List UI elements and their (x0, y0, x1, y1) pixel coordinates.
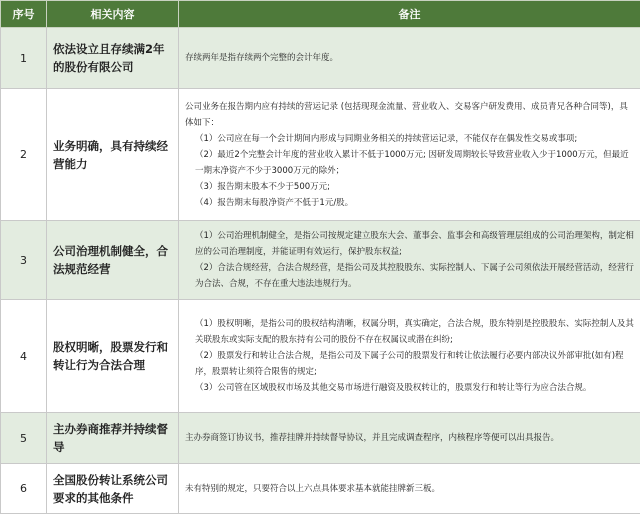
header-index: 序号 (1, 1, 47, 28)
note-line: （2）合法合规经营，合法合规经营，是指公司及其控股股东、实际控制人、下属子公司须依法开展经营活动，经营行为合法、合规，不存在重大违法违规行为。 (185, 260, 634, 292)
table-row (1, 464, 640, 514)
header-notes: 备注 (179, 1, 640, 28)
note-line: （4）报告期末每股净资产不低于1元/股。 (185, 195, 634, 211)
row-notes (179, 413, 640, 464)
table-row (1, 221, 640, 300)
row-notes (179, 221, 640, 300)
note-line: （1）公司治理机制健全，是指公司按规定建立股东大会、董事会、监事会和高级管理层组成的公司治理架构，制定相应的公司治理制度，并能证明有效运行，保护股东权益; (185, 228, 634, 260)
note-line: 公司业务在报告期内应有持续的营运记录 (包括现现金流量、营业收入、交易客户研发费用、成员青兄各种合同等)，具体如下： (185, 99, 634, 131)
row-content: 主办券商推荐并持续督导 (47, 413, 179, 464)
row-content: 依法设立且存续满2年的股份有限公司 (47, 28, 179, 89)
row-notes (179, 300, 640, 413)
note-line: （3）报告期末股本不少于500万元; (185, 179, 634, 195)
note-line: （3）公司管在区域股权市场及其他交易市场进行融资及股权转让的，股票发行和转让等行为应合法合规。 (185, 380, 634, 396)
table-row (1, 89, 640, 221)
note-line: 主办券商签订协议书，推荐挂牌并持续督导协议，并且完成调查程序，内核程序等便可以出具报告。 (185, 430, 634, 446)
note-line: （2）股票发行和转让合法合规，是指公司及下属子公司的股票发行和转让依法履行必要内部决议外部审批(如有)程序，股票转让须符合限售的规定; (185, 348, 634, 380)
row-index: 3 (1, 221, 47, 300)
header-content: 相关内容 (47, 1, 179, 28)
table-row (1, 413, 640, 464)
note-line: （2）最近2个完整会计年度的营业收入累计不低于1000万元; 因研发周期较长导致营业收入少于1000万元，但最近一期末净资产不少于3000万元的除外； (185, 147, 634, 179)
table-row (1, 28, 640, 89)
row-index: 5 (1, 413, 47, 464)
row-index: 2 (1, 89, 47, 221)
note-line: （1）股权明晰，是指公司的股权结构清晰，权属分明，真实确定，合法合规，股东特别是控股股东、实际控制人及其关联股东或实际支配的股东持有公司的股份不存在权属议或潜在纠纷; (185, 316, 634, 348)
row-content: 公司治理机制健全，合法规范经营 (47, 221, 179, 300)
row-notes (179, 464, 640, 514)
row-index: 6 (1, 464, 47, 514)
row-index: 4 (1, 300, 47, 413)
note-line: 未有特别的规定，只要符合以上六点具体要求基本就能挂牌新三板。 (185, 481, 634, 497)
note-line: 存续两年是指存续两个完整的会计年度。 (185, 50, 634, 66)
table-row (1, 300, 640, 413)
row-content: 业务明确，具有持续经营能力 (47, 89, 179, 221)
row-notes (179, 89, 640, 221)
row-notes (179, 28, 640, 89)
row-content: 全国股份转让系统公司要求的其他条件 (47, 464, 179, 514)
note-line: （1）公司应在每一个会计期间内形成与同期业务相关的持续营运记录，不能仅存在偶发性交易或事项; (185, 131, 634, 147)
row-index: 1 (1, 28, 47, 89)
row-content: 股权明晰，股票发行和转让行为合法合理 (47, 300, 179, 413)
header-row (1, 1, 640, 28)
